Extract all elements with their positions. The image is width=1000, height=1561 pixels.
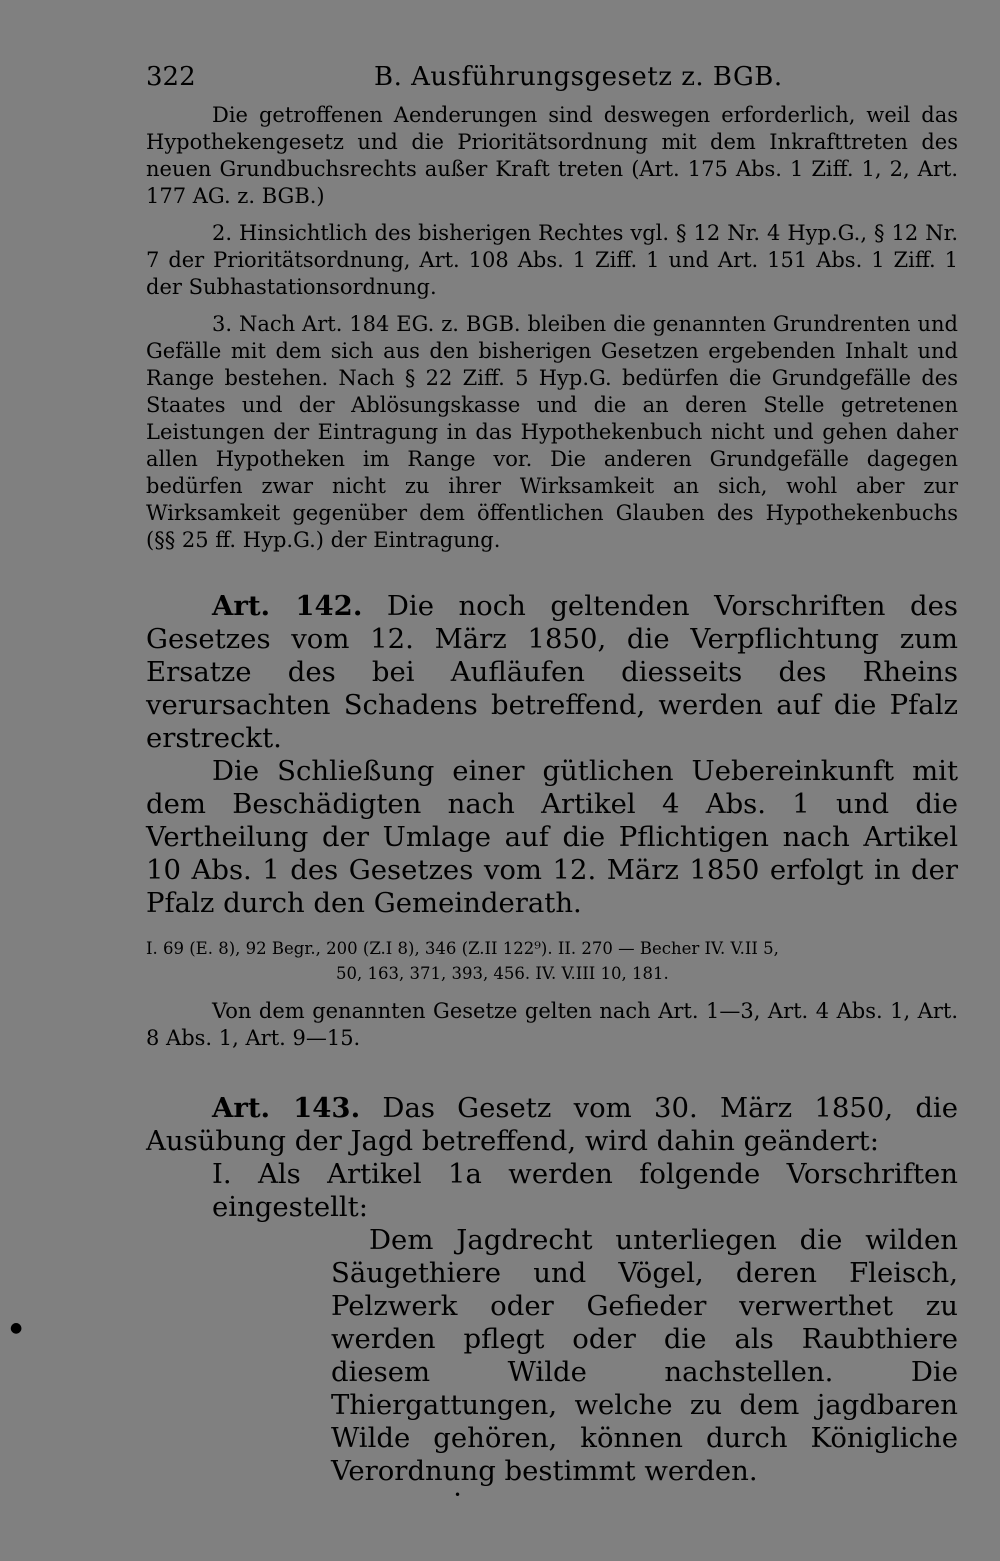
article-142-references	[146, 936, 958, 986]
article-143-heading: Art. 143.	[212, 1092, 361, 1124]
margin-dot-bottom: •	[454, 1488, 462, 1502]
note-paragraph-3: 3. Nach Art. 184 EG. z. BGB. bleiben die genannten Grundrenten und Gefälle mit dem sich aus den bisherigen Gesetzen ergebenden Inhalt und Range bestehen. Nach § 22 Ziff. 5 Hyp.G. bedürfen die Grundgefälle des Staates und der Ablösungskasse und die an deren Stelle getretenen Leistungen der Eintragung in das Hypothekenbuch nicht und gehen daher allen Hypotheken im Range vor. Die anderen Grundgefälle dagegen bedürfen zwar nicht zu ihrer Wirksamkeit an sich, wohl aber zur Wirksamkeit gegenüber dem öffentlichen Glauben des Hypothekenbuchs (§§ 25 ff. Hyp.G.) der Eintragung.	[146, 312, 958, 552]
note-paragraph-1: Die getroffenen Aenderungen sind deswegen erforderlich, weil das Hypothekengesetz und die Prioritätsordnung mit dem Inkrafttreten des neuen Grundbuchsrechts außer Kraft treten (Art. 175 Abs. 1 Ziff. 1, 2, Art. 177 AG. z. BGB.)	[146, 103, 958, 208]
page	[146, 62, 958, 1488]
note-paragraph-2: 2. Hinsichtlich des bisherigen Rechtes vgl. § 12 Nr. 4 Hyp.G., § 12 Nr. 7 der Prioritätsordnung, Art. 108 Abs. 1 Ziff. 1 und Art. 151 Abs. 1 Ziff. 1 der Subhastationsordnung.	[146, 221, 958, 299]
article-143-quote: Dem Jagdrecht unterliegen die wilden Säugethiere und Vögel, deren Fleisch, Pelzwerk oder Gefieder verwerthet zu werden pflegt oder die als Raubthiere diesem Wilde nachstellen. Die Thiergattungen, welche zu dem jagdbaren Wilde gehören, können durch Königliche Verordnung bestimmt werden.	[331, 1224, 958, 1487]
article-142-note-text: Von dem genannten Gesetze gelten nach Art. 1—3, Art. 4 Abs. 1, Art. 8 Abs. 1, Art. 9—15.	[146, 999, 958, 1050]
article-142-paragraph-1: Die noch geltenden Vorschriften des Gesetzes vom 12. März 1850, die Verpflichtung zum Ersatze des bei Aufläufen diesseits des Rheins verursachten Schadens betreffend, werden auf die Pfalz erstreckt.	[146, 590, 958, 754]
article-143	[146, 1092, 958, 1488]
reference-line-1: I. 69 (E. 8), 92 Begr., 200 (Z.I 8), 346 (Z.II 122⁹). II. 270 — Becher IV. V.II 5,	[146, 939, 779, 958]
running-title: B. Ausführungsgesetz z. BGB.	[374, 62, 783, 92]
page-header	[146, 62, 958, 102]
commentary-notes	[146, 102, 958, 554]
article-142	[146, 590, 958, 920]
article-142-heading: Art. 142.	[212, 590, 363, 622]
reference-line-2: 50, 163, 371, 393, 456. IV. V.III 10, 181.	[336, 964, 669, 983]
article-143-paragraph-1: Das Gesetz vom 30. März 1850, die Ausübung der Jagd betreffend, wird dahin geändert:	[146, 1092, 958, 1157]
article-142-note	[146, 998, 958, 1052]
article-142-paragraph-2: Die Schließung einer gütlichen Uebereinkunft mit dem Beschädigten nach Artikel 4 Abs. 1 und die Vertheilung der Umlage auf die Pflichtigen nach Artikel 10 Abs. 1 des Gesetzes vom 12. März 1850 erfolgt in der Pfalz durch den Gemeinderath.	[146, 755, 958, 919]
margin-dot: ●	[10, 1320, 23, 1336]
article-143-item-1: I. Als Artikel 1a werden folgende Vorschriften eingestellt:	[212, 1158, 958, 1223]
page-number: 322	[146, 62, 196, 92]
